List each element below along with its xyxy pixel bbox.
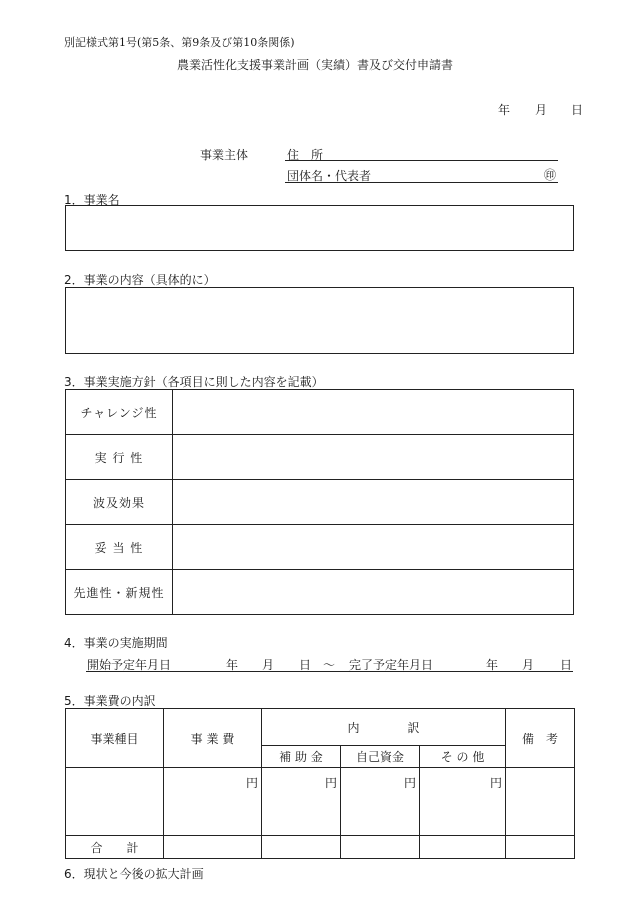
seal-mark: ㊞ — [544, 168, 557, 182]
col-header-other: そ の 他 — [420, 746, 506, 768]
col-header-subsidy: 補 助 金 — [262, 746, 341, 768]
project-content-field[interactable] — [65, 287, 574, 354]
start-date-label: 開始予定年月日 — [87, 658, 172, 672]
start-year-label: 年 — [226, 658, 239, 672]
col-header-remarks: 備 考 — [506, 709, 575, 768]
section2-heading: 2．事業の内容（具体的に） — [64, 273, 216, 287]
end-year-label: 年 — [486, 658, 499, 672]
policy-table — [65, 389, 574, 615]
cell-cost[interactable] — [164, 768, 262, 836]
cell-type[interactable] — [66, 768, 164, 836]
col-header-breakdown: 内 訳 — [262, 709, 506, 746]
policy-label: 実 行 性 — [66, 435, 173, 480]
form-reference: 別記様式第1号(第5条、第9条及び第10条関係) — [64, 36, 295, 49]
policy-row — [66, 570, 574, 615]
end-month-label: 月 — [522, 658, 535, 672]
org-label: 団体名・代表者 — [287, 169, 372, 183]
policy-row — [66, 525, 574, 570]
section4-heading: 4．事業の実施期間 — [64, 636, 168, 650]
yen-unit: 円 — [490, 776, 503, 790]
total-row — [66, 836, 575, 859]
section5-heading: 5．事業費の内訳 — [64, 694, 156, 708]
total-remarks[interactable] — [506, 836, 575, 859]
col-header-cost: 事 業 費 — [164, 709, 262, 768]
start-month-label: 月 — [262, 658, 275, 672]
policy-input[interactable] — [173, 390, 574, 435]
yen-unit: 円 — [403, 776, 416, 790]
policy-label: 先進性・新規性 — [66, 570, 173, 615]
total-other[interactable] — [420, 836, 506, 859]
cell-other[interactable] — [420, 768, 506, 836]
total-cost[interactable] — [164, 836, 262, 859]
total-subsidy[interactable] — [262, 836, 341, 859]
start-day-label: 日 — [299, 658, 312, 672]
policy-input[interactable] — [173, 570, 574, 615]
project-name-field[interactable] — [65, 205, 574, 251]
policy-row — [66, 435, 574, 480]
section1-heading: 1．事業名 — [64, 193, 120, 207]
date-year-label: 年 — [498, 103, 511, 117]
policy-label: 妥 当 性 — [66, 525, 173, 570]
section6-heading: 6．現状と今後の拡大計画 — [64, 867, 204, 881]
policy-label: 波及効果 — [66, 480, 173, 525]
cell-own-funds[interactable] — [341, 768, 420, 836]
col-header-type: 事業種目 — [66, 709, 164, 768]
address-label: 住 所 — [287, 148, 324, 162]
policy-input[interactable] — [173, 480, 574, 525]
end-day-label: 日 — [560, 658, 573, 672]
policy-input[interactable] — [173, 525, 574, 570]
col-header-own-funds: 自己資金 — [341, 746, 420, 768]
policy-label: チャレンジ性 — [66, 390, 173, 435]
yen-unit: 円 — [245, 776, 258, 790]
cost-table — [65, 708, 575, 859]
address-field[interactable] — [285, 160, 558, 161]
policy-row — [66, 480, 574, 525]
total-label: 合 計 — [66, 836, 164, 859]
applicant-label: 事業主体 — [200, 148, 249, 162]
cell-remarks[interactable] — [506, 768, 575, 836]
period-tilde: 〜 — [323, 658, 336, 672]
date-day-label: 日 — [571, 103, 584, 117]
yen-unit: 円 — [324, 776, 337, 790]
org-field[interactable] — [285, 182, 558, 183]
end-date-label: 完了予定年月日 — [349, 658, 434, 672]
total-own-funds[interactable] — [341, 836, 420, 859]
cell-subsidy[interactable] — [262, 768, 341, 836]
page-title: 農業活性化支援事業計画（実績）書及び交付申請書 — [176, 58, 453, 72]
policy-input[interactable] — [173, 435, 574, 480]
table-row — [66, 768, 575, 836]
period-underline — [86, 671, 573, 672]
policy-row — [66, 390, 574, 435]
section3-heading: 3．事業実施方針（各項目に則した内容を記載） — [64, 375, 324, 389]
date-month-label: 月 — [535, 103, 548, 117]
